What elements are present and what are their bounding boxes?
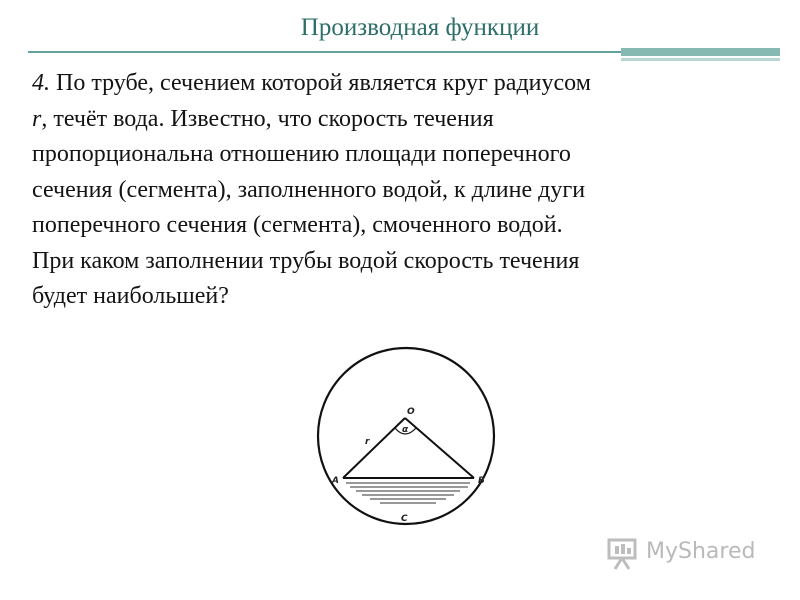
problem-line-2-text: , течёт вода. Известно, что скорость течения: [41, 105, 494, 132]
myshared-watermark: [606, 537, 776, 571]
label-center-o: O: [407, 407, 415, 417]
problem-line-7: будет наибольшей?: [32, 283, 229, 309]
radius-symbol: r: [32, 105, 42, 132]
pipe-diagram: [300, 316, 510, 546]
label-point-b: B: [478, 476, 485, 486]
problem-line-3: пропорциональна отношению площади поперечного: [32, 141, 571, 167]
problem-line-4: сечения (сегмента), заполненного водой, к длине дуги: [32, 176, 586, 203]
pipe-cross-section-figure: [300, 316, 510, 546]
title-underline: [28, 51, 622, 53]
problem-line-5: поперечного сечения (сегмента), смоченного водой.: [32, 212, 563, 238]
label-point-a: A: [332, 476, 339, 486]
presentation-board-icon: [606, 537, 640, 571]
title-accent-bar: [621, 48, 780, 56]
problem-line-1-text: По трубе, сечением которой является круг радиусом: [50, 70, 591, 96]
label-angle-alpha: α: [402, 425, 409, 435]
problem-line-2: [32, 102, 772, 138]
radius-ob: [405, 418, 474, 478]
problem-line-1: [32, 66, 772, 102]
water-hatching: [346, 483, 470, 503]
problem-line-6: При каком заполнении трубы водой скорость течения: [32, 247, 580, 274]
problem-text: [32, 66, 772, 315]
title-accent-bar-light: [621, 58, 780, 61]
slide-title: Производная функции: [300, 14, 540, 41]
label-point-c: C: [401, 514, 408, 524]
pipe-circle: [318, 348, 494, 524]
watermark-text: MyShared: [646, 539, 756, 564]
label-radius-r: r: [365, 437, 370, 447]
radius-oa: [343, 418, 405, 478]
problem-number: 4.: [32, 70, 50, 96]
